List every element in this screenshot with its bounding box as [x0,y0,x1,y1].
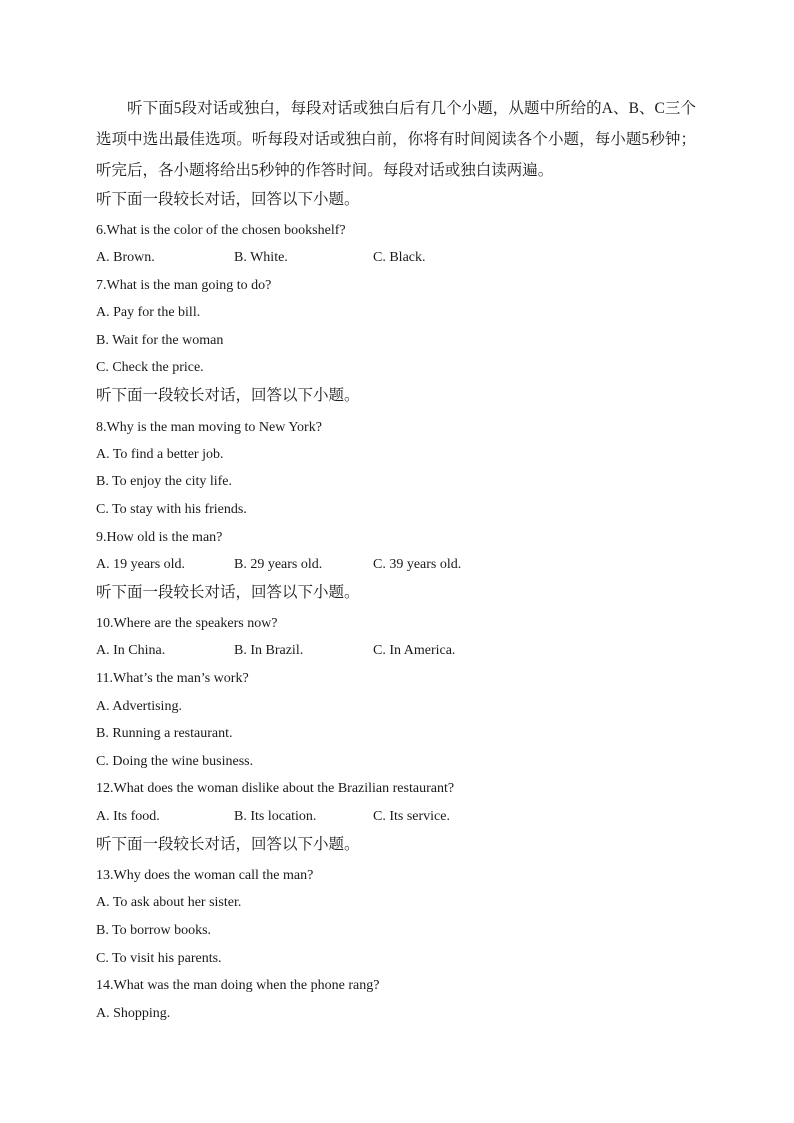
q10-option-a: A. In China. [96,643,166,658]
q10-option-c: C. In America. [373,643,456,658]
section-heading-4: 听下面一段较长对话，回答以下小题。 [96,836,360,853]
q6-option-b: B. White. [234,250,288,265]
question-6: 6.What is the color of the chosen bookshelf? [96,223,346,238]
q11-option-a: A. Advertising. [96,699,182,714]
q8-option-b: B. To enjoy the city life. [96,474,233,489]
question-7: 7.What is the man going to do? [96,278,272,293]
q9-option-a: A. 19 years old. [96,557,186,572]
q11-option-b: B. Running a restaurant. [96,726,233,741]
question-8: 8.Why is the man moving to New York? [96,420,322,435]
q7-option-c: C. Check the price. [96,360,204,375]
section-heading-3: 听下面一段较长对话，回答以下小题。 [96,584,360,601]
q13-option-b: B. To borrow books. [96,923,212,938]
q9-option-b: B. 29 years old. [234,557,323,572]
q11-option-c: C. Doing the wine business. [96,754,254,769]
q14-option-a: A. Shopping. [96,1006,171,1021]
q10-option-b: B. In Brazil. [234,643,304,658]
question-11: 11.What’s the man’s work? [96,671,249,686]
q8-option-a: A. To find a better job. [96,447,224,462]
q7-option-a: A. Pay for the bill. [96,305,201,320]
q13-option-c: C. To visit his parents. [96,951,222,966]
question-14: 14.What was the man doing when the phone rang? [96,978,380,993]
q12-option-c: C. Its service. [373,809,450,824]
q9-option-c: C. 39 years old. [373,557,462,572]
question-10: 10.Where are the speakers now? [96,616,278,631]
q12-option-a: A. Its food. [96,809,160,824]
section-heading-2: 听下面一段较长对话，回答以下小题。 [96,387,360,404]
q8-option-c: C. To stay with his friends. [96,502,247,517]
q12-option-b: B. Its location. [234,809,317,824]
q6-option-c: C. Black. [373,250,426,265]
instructions-paragraph: 听下面5段对话或独白，每段对话或独白后有几个小题，从题中所给的A、B、C三个选项中选出最佳选项。听每段对话或独白前，你将有时间阅读各个小题，每小题5秒钟；听完后，各小题将给出5秒钟的作答时间。每段对话或独白读两遍。 [96,100,696,179]
q13-option-a: A. To ask about her sister. [96,895,242,910]
question-12: 12.What does the woman dislike about the Brazilian restaurant? [96,781,455,796]
q7-option-b: B. Wait for the woman [96,333,224,348]
question-9: 9.How old is the man? [96,530,223,545]
q6-option-a: A. Brown. [96,250,155,265]
section-heading-1: 听下面一段较长对话，回答以下小题。 [96,191,360,208]
question-13: 13.Why does the woman call the man? [96,868,314,883]
